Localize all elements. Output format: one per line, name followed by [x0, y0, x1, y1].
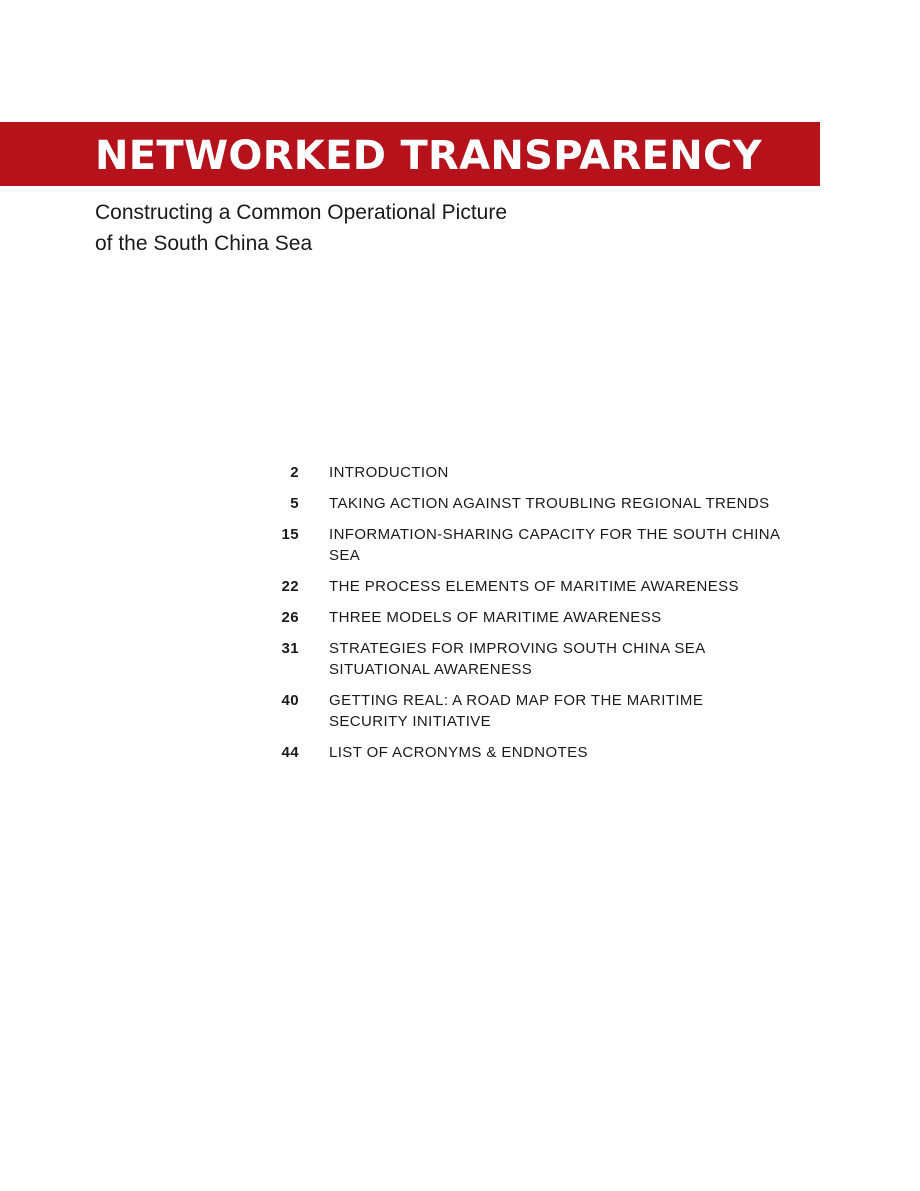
subtitle-line: Constructing a Common Operational Picture — [95, 201, 508, 224]
title-band — [0, 122, 820, 186]
toc-page-number: 40 — [281, 692, 299, 709]
toc-page-number: 44 — [281, 744, 299, 761]
toc-item-getting-real[interactable] — [260, 690, 800, 732]
toc-item-strategies[interactable] — [260, 638, 800, 680]
table-of-contents — [260, 462, 800, 773]
toc-item-three-models[interactable] — [260, 607, 800, 628]
page-subtitle — [95, 197, 507, 259]
toc-item-label: INTRODUCTION — [329, 464, 449, 481]
toc-page-number: 15 — [281, 526, 299, 543]
toc-item-label: STRATEGIES FOR IMPROVING SOUTH CHINA SEA SITUATIONAL AWARENESS — [329, 640, 705, 678]
toc-item-process-elements[interactable] — [260, 576, 800, 597]
toc-page-number: 22 — [281, 578, 299, 595]
toc-item-label: THREE MODELS OF MARITIME AWARENESS — [329, 609, 662, 626]
toc-item-acronyms-endnotes[interactable] — [260, 742, 800, 763]
toc-item-label: THE PROCESS ELEMENTS OF MARITIME AWARENESS — [329, 578, 739, 595]
toc-page-number: 26 — [281, 609, 299, 626]
toc-item-information-sharing[interactable] — [260, 524, 800, 566]
toc-page-number: 5 — [290, 495, 299, 512]
toc-item-label: LIST OF ACRONYMS & ENDNOTES — [329, 744, 588, 761]
toc-page-number: 31 — [281, 640, 299, 657]
page-title: NETWORKED TRANSPARENCY — [95, 133, 762, 179]
toc-page-number: 2 — [290, 464, 299, 481]
toc-item-label: TAKING ACTION AGAINST TROUBLING REGIONAL TRENDS — [329, 495, 770, 512]
subtitle-line: of the South China Sea — [95, 232, 313, 255]
toc-item-label: GETTING REAL: A ROAD MAP FOR THE MARITIME SECURITY INITIATIVE — [329, 692, 704, 730]
toc-item-label: INFORMATION-SHARING CAPACITY FOR THE SOUTH CHINA SEA — [329, 526, 780, 564]
toc-item-introduction[interactable] — [260, 462, 800, 483]
toc-item-taking-action[interactable] — [260, 493, 800, 514]
